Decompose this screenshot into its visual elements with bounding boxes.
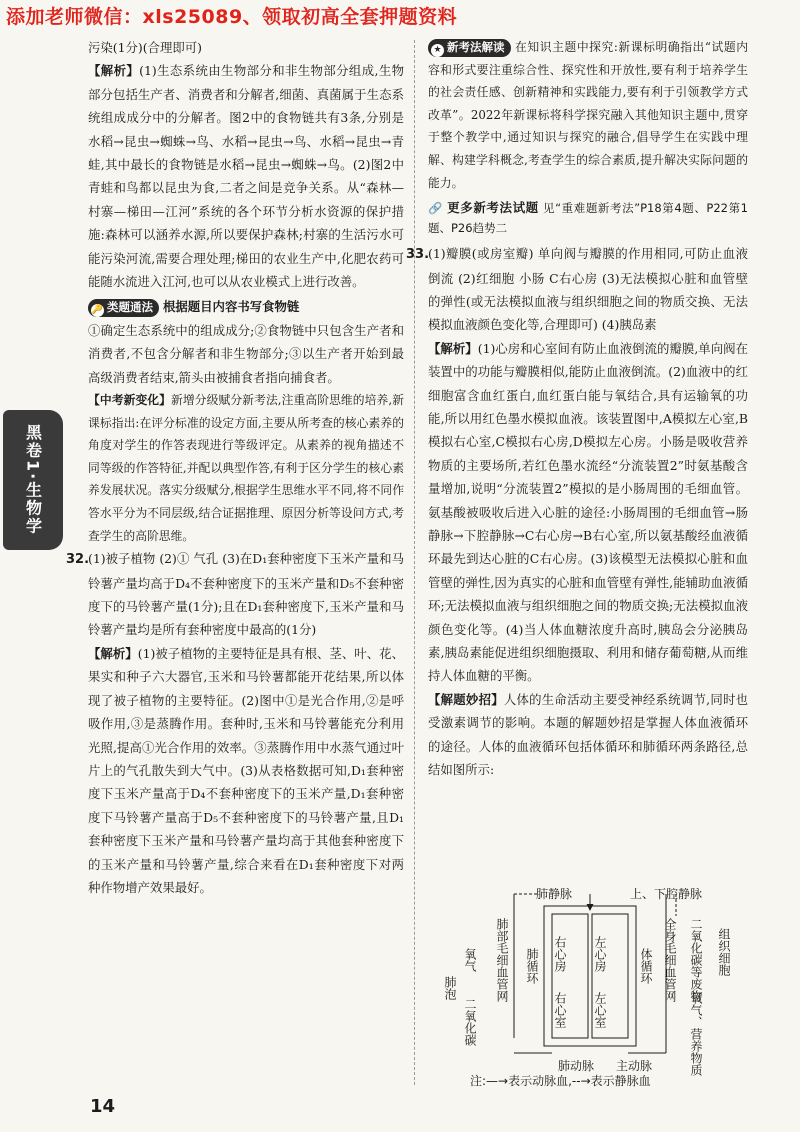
new-method-pill-label: 新考法解读: [447, 40, 505, 54]
question-32-answer: [66, 547, 404, 642]
link-icon: 🔗: [428, 201, 443, 216]
label-pulmonary-vein: 肺静脉: [536, 888, 573, 901]
label-left-ventricle: 左心室: [593, 992, 607, 1028]
more-questions: [428, 198, 748, 238]
new-method-box: [428, 36, 748, 194]
answer-text: (1)瓣膜(或房室瓣) 单向阀与瓣膜的作用相同,可防止血液倒流 (2)红细胞 小肠 C右心房 (3)无法模拟心脏和血管壁的弹性(或无法模拟血液与组织细胞之间的物质交换、无法模拟血液颜色变化等,合理即可) (4)胰岛素: [428, 246, 748, 333]
left-column: [66, 36, 404, 899]
tips-text: 人体的生命活动主要受神经系统调节,同时也受激素调节的影响。本题的解题妙招是掌握人体血液循环的途径。人体的血液循环包括体循环和肺循环两条路径,总结如图所示:: [428, 691, 748, 778]
right-column: [406, 36, 748, 782]
more-title: 更多新考法试题: [447, 200, 539, 216]
analysis-text: (1)被子植物的主要特征是具有根、茎、叶、花、果实和种子六大器官,玉米和马铃薯都能开花结果,所以体现了被子植物的主要特征。(2)图中①是光合作用,②是呼吸作用,③是蒸腾作用。套种时,玉米和马铃薯能充分利用光照,提高①光合作用的效率。③蒸腾作用中水蒸气通过叶片上的气孔散失到大气中。(3)从表格数据可知,D₁套种密度下玉米产量高于D₄不套种密度下的玉米产量,D₁套种密度下马铃薯产量高于D₅不套种密度下的马铃薯产量,且D₁套种密度下玉米产量和马铃薯产量均高于其他套种密度下的玉米产量和马铃薯产量,综合来看在D₁套种密度下对两种作物增产效果最好。: [88, 645, 404, 895]
analysis-text: (1)心房和心室间有防止血液倒流的瓣膜,单向阀在装置中的功能与瓣膜相似,能防止血液倒流。(2)血液中的红细胞富含血红蛋白,血红蛋白能与氧结合,具有运输氧的功能,所以用红色墨水模拟血液。该装置图中,A模拟左心室,B模拟右心室,C模拟右心房,D模拟左心房。小肠是吸收营养物质的主要场所,若红色墨水流经“分流装置2”时氨基酸含量增加,说明“分流装置2”模拟的是小肠周围的毛细血管。氨基酸被吸收后进入心脏的途径:小肠周围的毛细血管→肠静脉→下腔静脉→C右心房→B右心室,所以氨基酸经血液循环最先到达心脏的C右心房。(3)该模型无法模拟心脏和血管壁的弹性,因为真实的心脏和血管壁有弹性,能辅助血液循环;无法模拟血液与组织细胞之间的物质交换;无法模拟血液颜色变化等。(4)当人体血糖浓度升高时,胰岛会分泌胰岛素,胰岛素能促进组织细胞摄取、利用和储存葡萄糖,从而维持人体血糖的平衡。: [428, 340, 748, 684]
label-oxygen-nutrients: 氧气、营养物质: [689, 992, 703, 1076]
tips-tag: 【解题妙招】: [428, 691, 504, 707]
method-body: ①确定生态系统中的组成成分;②食物链中只包含生产者和消费者,不包含分解者和非生物部分;③以生产者开始到最高级消费者结束,箭头由被捕食者指向捕食者。: [88, 322, 404, 385]
diagram-note: 注:—→表示动脉血,--→表示静脉血: [470, 1074, 651, 1088]
method-pill-label: 类题通法: [107, 300, 153, 315]
label-left-atrium: 左心房: [593, 936, 607, 972]
method-title: 根据题目内容书写食物链: [163, 299, 300, 315]
label-alveoli: 肺泡: [443, 976, 457, 1000]
exam-change-tag: 【中考新变化】: [88, 393, 172, 408]
exam-change: [88, 389, 404, 547]
question-number: 33.: [406, 247, 430, 263]
analysis-tag: 【解析】: [88, 63, 140, 79]
analysis-33: [428, 337, 748, 688]
analysis-32: [88, 642, 404, 899]
method-pill: [88, 299, 159, 317]
label-aorta: 主动脉: [616, 1059, 653, 1073]
label-systemic-circulation: 体循环: [639, 948, 653, 984]
label-tissue-cells: 组织细胞: [717, 928, 731, 976]
label-pulmonary-artery: 肺动脉: [558, 1059, 595, 1073]
label-right-ventricle: 右心室: [553, 992, 567, 1028]
analysis-text: (1)生态系统由生物部分和非生物部分组成,生物部分包括生产者、消费者和分解者,细菌、真菌属于生态系统组成成分中的分解者。图2中的食物链共有3条,分别是水稻→昆虫→蜘蛛→鸟、水稻→昆虫→鸟、水稻→昆虫→青蛙,其中最长的食物链是水稻→昆虫→蜘蛛→鸟。(2)图2中青蛙和鸟都以昆虫为食,二者之间是竞争关系。从“森林—村寨—梯田—江河”系统的各个环节分析水资源的保护措施:森林可以涵养水源,所以要保护森林;村寨的生活污水可能污染河流,需要合理处理;梯田的农业生产中,化肥农药可能随水流进入江河,也可以从农业模式上进行改善。: [88, 63, 404, 290]
new-method-text: 在知识主题中探究:新课标明确指出“试题内容和形式要注重综合性、探究性和开放性,要有利于培养学生的社会责任感、创新精神和实践能力,要有利于引领教学方式改革”。2022年新课标将科学探究融入其他知识主题中,贯穿于整个教学中,通过知识与探究的融合,倡导学生在实践中理解、构建学科概念,考查学生的综合素质,提升解决实际问题的能力。: [428, 40, 748, 190]
circulation-diagram: [440, 888, 740, 1078]
answer-fragment: 污染(1分)(合理即可): [88, 40, 202, 55]
method-box: [88, 295, 404, 318]
tips: [428, 688, 748, 782]
column-divider: [414, 40, 415, 1085]
key-icon: 🔑: [91, 305, 104, 316]
new-method-pill: [428, 39, 511, 57]
label-pulmonary-circulation: 肺循环: [525, 948, 539, 984]
page-number: 14: [90, 1096, 116, 1117]
section-tab: 黑卷1·生物学: [3, 410, 63, 550]
answer-text: (1)被子植物 (2)① 气孔 (3)在D₁套种密度下玉米产量和马铃薯产量均高于D₄不套种密度下的玉米产量和D₅不套种密度下的马铃薯产量(1分);且在D₁套种密度下,玉米产量和马铃薯产量均是所有套种密度中最高的(1分): [88, 551, 404, 638]
label-vena-cava: 上、下腔静脉: [630, 888, 703, 901]
label-oxygen-left: 氧气: [463, 948, 477, 972]
label-lung-capillaries: 肺部毛细血管网: [495, 918, 509, 1002]
analysis-tag: 【解析】: [88, 645, 138, 661]
analysis-31: [88, 59, 404, 293]
label-right-atrium: 右心房: [553, 936, 567, 972]
promo-banner: 添加老师微信：xls25089、领取初高全套押题资料: [6, 6, 458, 28]
question-33-answer: [406, 242, 748, 337]
analysis-tag: 【解析】: [428, 340, 478, 356]
label-co2-left: 二氧化碳: [463, 998, 477, 1046]
badge-icon: ★: [431, 44, 444, 57]
exam-change-text: 新增分级赋分新考法,注重高阶思维的培养,新课标指出:在评分标准的设定方面,主要从所考查的核心素养的角度对学生的作答表现进行等级评定。从素养的视角描述不同等级的作答特征,并配以典型作答,有利于区分学生的核心素养发展状况。落实分级赋分,根据学生思维水平不同,将不同作答水平分为不同层级,结合证据推理、原因分析等设问方式,考查学生的高阶思维。: [88, 393, 404, 543]
more-body: 见“重难题新考法”P18第4题、P22第1题、P26趋势二: [428, 201, 748, 236]
question-number: 32.: [66, 552, 90, 568]
label-body-capillaries: 全身毛细血管网: [663, 918, 677, 1002]
label-co2-waste: 二氧化碳等废物: [689, 918, 703, 1002]
